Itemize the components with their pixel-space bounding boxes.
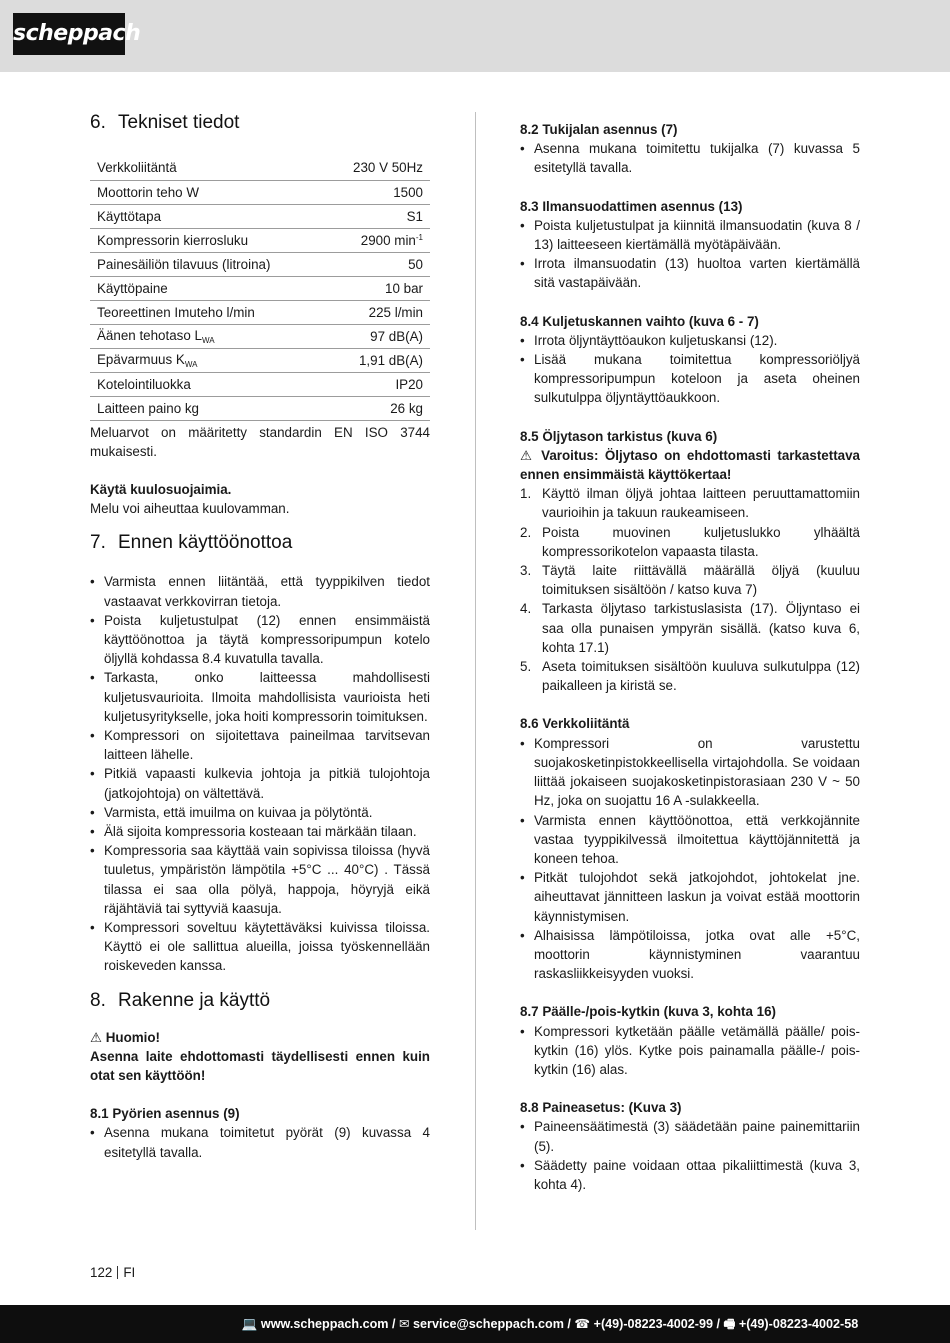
page-number: 122 FI	[90, 1265, 136, 1280]
spec-value: 1,91 dB(A)	[325, 348, 430, 372]
spec-row	[90, 300, 430, 324]
list-item: • Varmista, että imuilma on kuivaa ja pölytöntä.	[90, 803, 430, 822]
oil-warning: ⚠ Varoitus: Öljytaso on ehdottomasti tarkastettava ennen ensimmäistä käyttökertaa!	[520, 447, 860, 483]
list-item: 4. Tarkasta öljytaso tarkistuslasista (17). Öljyntaso ei saa olla punaisen ympyrän sisällä. (katso kuva 6, kohta 17.1)	[520, 601, 860, 655]
spec-label: Teoreettinen Imuteho l/min	[90, 300, 325, 324]
spec-table	[90, 156, 430, 421]
attention-text: Asenna laite ehdottomasti täydellisesti ennen kuin otat sen käyttöön!	[90, 1048, 430, 1083]
subsection-8-7-title: 8.7 Päälle-/pois-kytkin (kuva 3, kohta 16)	[520, 1004, 777, 1020]
scheppach-logo: scheppach	[13, 13, 125, 55]
subsection-8-1-list	[90, 1123, 430, 1161]
right-column	[520, 120, 860, 1194]
subsection-8-2-title: 8.2 Tukijalan asennus (7)	[520, 122, 678, 137]
spec-label: Painesäiliön tilavuus (litroina)	[90, 252, 325, 276]
attention-title: ⚠ Huomio!	[90, 1029, 161, 1045]
subsection-8-2-list	[520, 139, 860, 177]
spec-row	[90, 372, 430, 396]
spec-value: 50	[325, 252, 430, 276]
spec-label: Moottorin teho W	[90, 180, 325, 204]
list-item: • Lisää mukana toimitettua kompressoriöljyä kompressoripumpun koteloon ja aseta oheinen sulkutulppa öljyntäyttöaukkoon.	[520, 350, 860, 408]
spec-label: Kotelointiluokka	[90, 372, 325, 396]
subsection-8-1-title: 8.1 Pyörien asennus (9)	[90, 1106, 240, 1122]
spec-row	[90, 324, 430, 348]
list-item: • Poista kuljetustulpat (12) ennen ensimmäistä käyttöönottoa ja täytä kompressoripumpun kotelo öljyllä kohdassa 8.4 kuvatulla tavalla.	[90, 611, 430, 669]
list-item: 2. Poista muovinen kuljetuslukko ylhäältä kompressorikotelon vapaasta tilasta.	[520, 524, 860, 559]
list-item: • Poista kuljetustulpat ja kiinnitä ilmansuodatin (kuva 8 / 13) laitteeseen kiertämällä myötäpäivään.	[520, 216, 860, 254]
list-item: • Kompressoria saa käyttää vain sopivissa tiloissa (hyvä tuuletus, ympäristön lämpötila +5°C ... 40°C) . Tässä tilassa ei saa olla pölyä, happoja, höyryjä eikä räjähtäviä tai syttyviä kaasuja.	[90, 841, 430, 918]
list-item: • Irrota ilmansuodatin (13) huoltoa varten kiertämällä sitä vastapäivään.	[520, 254, 860, 292]
spec-row	[90, 348, 430, 372]
spec-value: 225 l/min	[325, 300, 430, 324]
spec-label: Verkkoliitäntä	[90, 156, 325, 180]
spec-row	[90, 204, 430, 228]
list-item: • Kompressori on varustettu suojakosketinpistokkeellisella virtajohdolla. Se voidaan liittää jokaiseen suojakosketinpistorasiaan 230 V ~ 50 Hz, joka on suojattu 16 A -sulakkeella.	[520, 734, 860, 811]
spec-row	[90, 180, 430, 204]
spec-value: 230 V 50Hz	[325, 156, 430, 180]
spec-value: 2900 $\min^{-1}$	[325, 228, 430, 252]
spec-value: 10 bar	[325, 276, 430, 300]
section-6-title: 6. Tekniset tiedot	[90, 112, 240, 133]
list-item: 5. Aseta toimituksen sisältöön kuuluva sulkutulppa (12) paikalleen ja kiristä se.	[520, 659, 860, 694]
subsection-8-5-list	[520, 484, 860, 695]
subsection-8-5-title: 8.5 Öljytason tarkistus (kuva 6)	[520, 428, 718, 444]
subsection-8-3-list	[520, 216, 860, 293]
spec-row	[90, 228, 430, 252]
left-column	[90, 112, 430, 1162]
subsection-8-6-list	[520, 734, 860, 984]
column-divider	[475, 112, 476, 1230]
spec-value: 26 kg	[325, 396, 430, 420]
spec-label: Kompressorin kierrosluku	[90, 228, 325, 252]
page-header	[0, 0, 950, 72]
list-item: • Säädetty paine voidaan ottaa pikaliittimestä (kuva 3, kohta 4).	[520, 1156, 860, 1194]
spec-value: 1500	[325, 180, 430, 204]
list-item: • Alhaisissa lämpötiloissa, jotka ovat alle +5°C, moottorin käynnistyminen vaarantuu raskasliikkeisyyden vuoksi.	[520, 926, 860, 984]
list-item: • Pitkät tulojohdot sekä jatkojohdot, johtokelat jne. aiheuttavat jännitteen laskun ja voivat estää moottorin käynnistymisen.	[520, 868, 860, 926]
list-item: • Irrota öljyntäyttöaukon kuljetuskansi (12).	[520, 331, 860, 350]
spec-value: S1	[325, 204, 430, 228]
spec-value: 97 dB(A)	[325, 324, 430, 348]
subsection-8-8-title: 8.8 Paineasetus: (Kuva 3)	[520, 1100, 682, 1116]
list-item: • Pitkiä vapaasti kulkevia johtoja ja pitkiä tulojohtoja (jatkojohtoja) on vältettävä.	[90, 764, 430, 802]
noise-note: Meluarvot on määritetty standardin EN ISO 3744 mukaisesti.	[90, 424, 430, 459]
subsection-8-4-list	[520, 331, 860, 408]
list-item: • Varmista ennen käyttöönottoa, että verkkojännite vastaa tyyppikilvessä ilmoitettua käyttöjännitettä ja koneen tehoa.	[520, 811, 860, 869]
spec-label: Käyttöpaine	[90, 276, 325, 300]
section-8-title: 8. Rakenne ja käyttö	[90, 989, 271, 1011]
list-item: • Varmista ennen liitäntää, että tyyppikilven tiedot vastaavat verkkovirran tietoja.	[90, 572, 430, 610]
subsection-8-6-title: 8.6 Verkkoliitäntä	[520, 716, 630, 732]
page-footer: 💻 www.scheppach.com / ✉ service@scheppach.com / ☎ +(49)-08223-4002-99 / 🖷 +(49)-08223-4002-58	[0, 1305, 950, 1343]
subsection-8-8-list	[520, 1117, 860, 1194]
list-item: 3. Täytä laite riittävällä määrällä öljyä (kuuluu toimituksen sisältöön / katso kuva 7)	[520, 563, 860, 598]
list-item: • Kompressori on sijoitettava paineilmaa tarvitsevan laitteen lähelle.	[90, 726, 430, 764]
spec-value: IP20	[325, 372, 430, 396]
spec-row	[90, 276, 430, 300]
subsection-8-4-title: 8.4 Kuljetuskannen vaihto (kuva 6 - 7)	[520, 313, 759, 329]
list-item: • Kompressori soveltuu käytettäväksi kuivissa tiloissa. Käyttö ei ole sallittua alueilla, joissa työskennellään roiskeveden kanssa.	[90, 918, 430, 976]
ear-protection-title: Käytä kuulosuojaimia.	[90, 481, 232, 497]
spec-label: Äänen tehotaso $L_{WA}$	[90, 324, 325, 348]
spec-row	[90, 252, 430, 276]
list-item: • Kompressori kytketään päälle vetämällä päälle/ pois-kytkin (16) ylös. Kytke pois painamalla päälle-/ pois-kytkin (16) alas.	[520, 1022, 860, 1080]
list-item: • Asenna mukana toimitettu tukijalka (7) kuvassa 5 esitetyllä tavalla.	[520, 139, 860, 177]
spec-row	[90, 156, 430, 180]
list-item: • Älä sijoita kompressoria kosteaan tai märkään tilaan.	[90, 822, 430, 841]
spec-label: Laitteen paino kg	[90, 396, 325, 420]
section-7-list	[90, 572, 430, 975]
subsection-8-7-list	[520, 1022, 860, 1080]
spec-row	[90, 396, 430, 420]
list-item: • Paineensäätimestä (3) säädetään paine painemittariin (5).	[520, 1117, 860, 1155]
ear-protection-text: Melu voi aiheuttaa kuulovamman.	[90, 501, 290, 517]
list-item: • Asenna mukana toimitetut pyörät (9) kuvassa 4 esitetyllä tavalla.	[90, 1123, 430, 1161]
section-7-title: 7. Ennen käyttöönottoa	[90, 532, 293, 554]
list-item: • Tarkasta, onko laitteessa mahdollisesti kuljetusvaurioita. Ilmoita mahdollisista vaurioista heti kuljetusyritykselle, joka hoiti kompressorin toimituksen.	[90, 668, 430, 726]
spec-label: Käyttötapa	[90, 204, 325, 228]
spec-label: Epävarmuus $K_{WA}$	[90, 348, 325, 372]
list-item: 1. Käyttö ilman öljyä johtaa laitteen peruuttamattomiin vaurioihin ja takuun raukeamiseen.	[520, 486, 860, 521]
subsection-8-3-title: 8.3 Ilmansuodattimen asennus (13)	[520, 198, 743, 214]
